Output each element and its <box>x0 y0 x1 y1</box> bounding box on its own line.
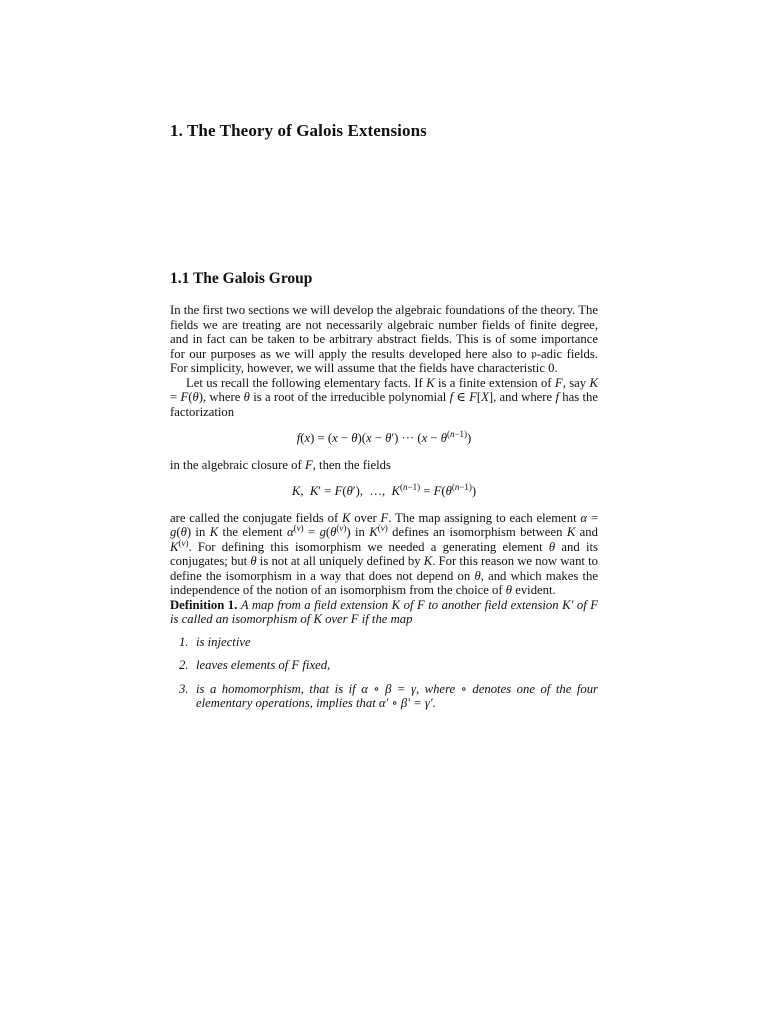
condition-item <box>170 658 598 673</box>
condition-text: is a homomorphism, that is if α ∘ β = γ, where ∘ denotes one of the four elementary operations, implies that α′ ∘ β′ = γ′. <box>196 681 598 710</box>
condition-number: 3. <box>179 681 189 696</box>
condition-text: leaves elements of F fixed, <box>196 658 331 672</box>
definition-1 <box>170 598 598 627</box>
paragraph-elementary-facts: Let us recall the following elementary facts. If K is a finite extension of F, say K = F(θ), where θ is a root of the irreducible polynomial f ∈ F[X], and where f has the factorization <box>170 375 598 419</box>
equation-factorization: f(x) = (x − θ)(x − θ′) ··· $(x - \theta^{(n-1)})$ <box>296 428 472 445</box>
definition-conditions <box>170 635 598 711</box>
paragraph-closure: in the algebraic closure of F, then the fields <box>170 457 391 472</box>
equation-conjugate-fields: K, K′ = F(θ′), …, $K^{(n-1)} = F(\theta^{(n-1)})$ <box>291 481 477 498</box>
definition-label: Definition 1. <box>170 597 238 612</box>
paragraph-intro: In the first two sections we will develop the algebraic foundations of the theory. The fields we are treating are not necessarily algebraic number fields of finite degree, and in fact can be taken to be arbitrary abstract fields. This is of some importance for our purposes as we will apply the results developed here also to 𝔭-adic fields. For simplicity, however, we will assume that the fields have characteristic 0. <box>170 303 598 375</box>
section-title: 1.1 The Galois Group <box>170 270 313 287</box>
section-body <box>170 303 598 720</box>
condition-number: 2. <box>179 658 189 672</box>
paragraph-conjugate-fields: are called the conjugate fields of K over F. The map assigning to each element α = g(θ) in K the element $\alpha^{(\nu)} = g(\theta^{(\nu)})$ in $K^{(\nu)}$ defines an isomorphism between K and $K^{(\nu)}$. For defining this isomorphism we needed a generating element θ and its conjugates; but θ is not at all uniquely defined by K. For this reason we now want to define the isomorphism in a way that does not depend on θ, and which makes the independence of the notion of an isomorphism from the choice of θ evident. <box>170 510 598 597</box>
chapter-title: 1. The Theory of Galois Extensions <box>170 121 427 140</box>
condition-item <box>170 682 598 711</box>
condition-item <box>170 635 598 650</box>
condition-text: is injective <box>196 634 251 649</box>
condition-number: 1. <box>179 634 189 649</box>
definition-statement: A map from a field extension K of F to another field extension K′ of F is called an isomorphism of K over F if the map <box>170 597 599 626</box>
